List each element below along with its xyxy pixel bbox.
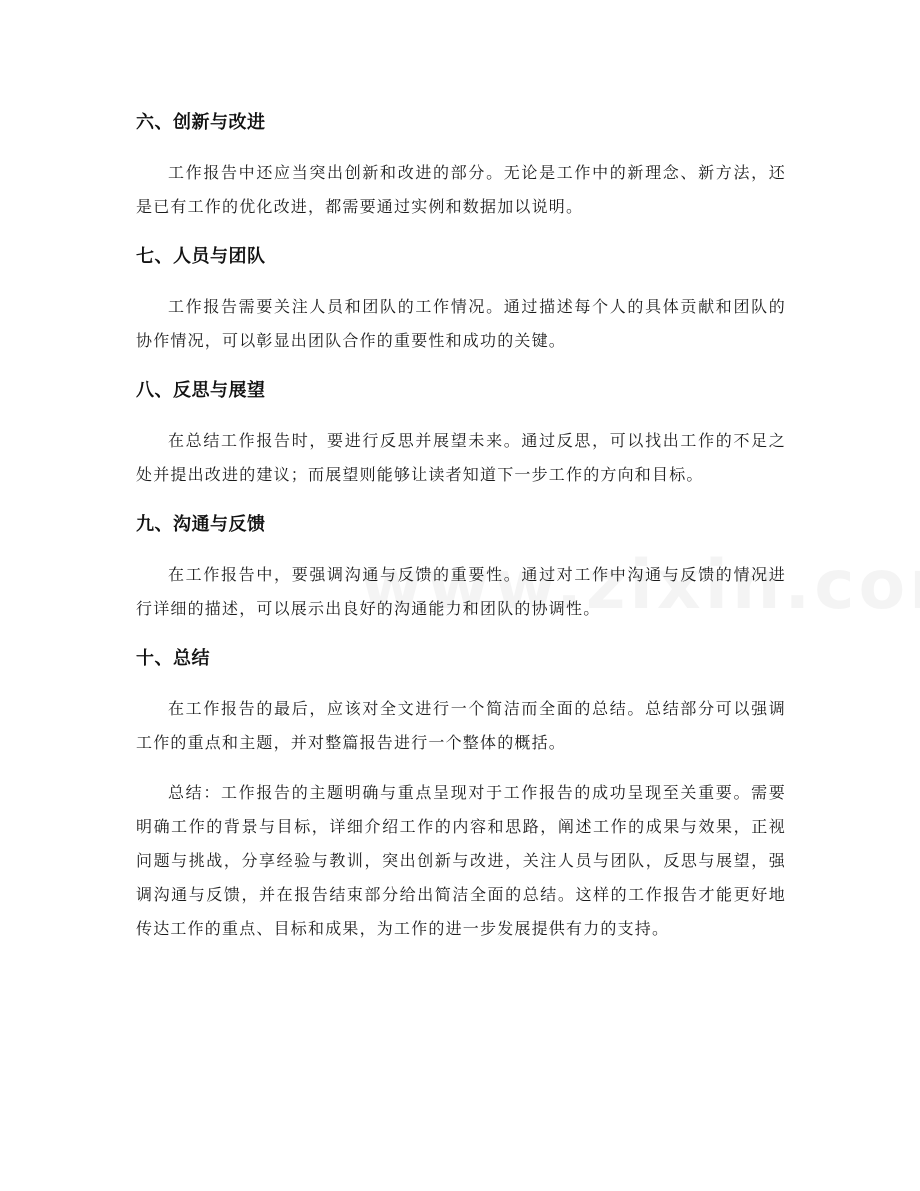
section-paragraph: 工作报告中还应当突出创新和改进的部分。无论是工作中的新理念、新方法，还是已有工作的优化改进，都需要通过实例和数据加以说明。 xyxy=(136,163,786,216)
section-heading: 七、人员与团队 xyxy=(136,246,266,267)
section-heading: 六、创新与改进 xyxy=(136,112,266,133)
section-paragraph: 在工作报告的最后，应该对全文进行一个简洁而全面的总结。总结部分可以强调工作的重点和主题，并对整篇报告进行一个整体的概括。 xyxy=(136,699,786,752)
section-team xyxy=(136,240,786,358)
section-conclusion xyxy=(136,642,786,760)
section-communication xyxy=(136,508,786,626)
section-heading: 八、反思与展望 xyxy=(136,380,266,401)
section-paragraph: 在工作报告中，要强调沟通与反馈的重要性。通过对工作中沟通与反馈的情况进行详细的描述，可以展示出良好的沟通能力和团队的协调性。 xyxy=(136,565,786,618)
section-paragraph: 在总结工作报告时，要进行反思并展望未来。通过反思，可以找出工作的不足之处并提出改进的建议；而展望则能够让读者知道下一步工作的方向和目标。 xyxy=(136,431,786,484)
summary-paragraph: 总结：工作报告的主题明确与重点呈现对于工作报告的成功呈现至关重要。需要明确工作的背景与目标，详细介绍工作的内容和思路，阐述工作的成果与效果，正视问题与挑战，分享经验与教训，突出创新与改进，关注人员与团队，反思与展望，强调沟通与反馈，并在报告结束部分给出简洁全面的总结。这样的工作报告才能更好地传达工作的重点、目标和成果，为工作的进一步发展提供有力的支持。 xyxy=(136,783,786,938)
section-paragraph: 工作报告需要关注人员和团队的工作情况。通过描述每个人的具体贡献和团队的协作情况，可以彰显出团队合作的重要性和成功的关键。 xyxy=(136,297,786,350)
section-reflection xyxy=(136,374,786,492)
section-innovation xyxy=(136,106,786,224)
document-body xyxy=(136,106,786,962)
section-heading: 十、总结 xyxy=(136,648,210,669)
section-heading: 九、沟通与反馈 xyxy=(136,514,266,535)
